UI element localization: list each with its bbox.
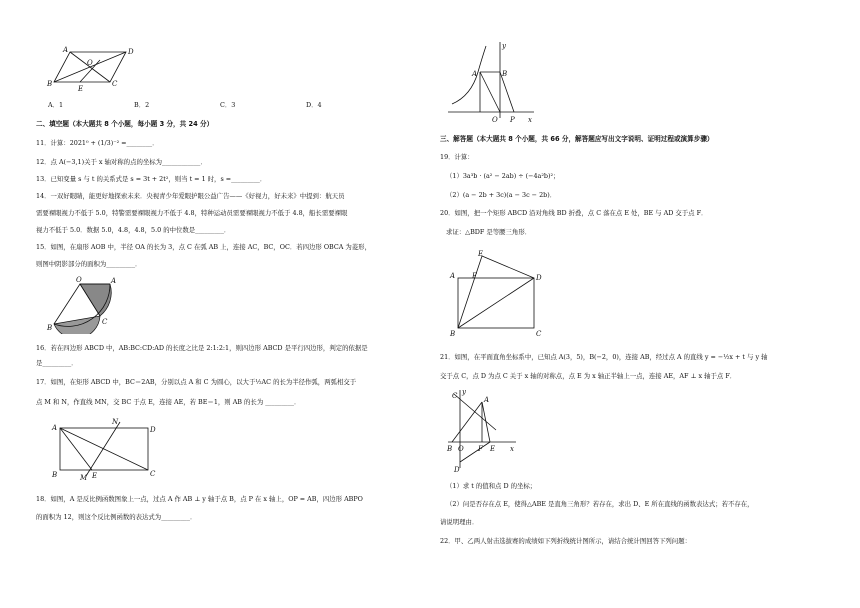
figure-rectangle (46, 416, 166, 482)
question-21-line-1: 21．如图，在平面直角坐标系中，已知点 A(3，5)，B(−2，0)，连接 AB，经过点 A 的直线 y = −½x + t 与 y 轴 (440, 353, 768, 361)
question-14-line-2: 需要裸眼视力不低于 5.0，特警需要裸眼视力不低于 4.8，特种运动员需要裸眼视力不低于 4.8，船长需要裸眼 (36, 209, 348, 217)
question-20: 20．如图，把一个矩形 ABCD 沿对角线 BD 折叠，点 C 落在点 E 处，BE 与 AD 交于点 F． (440, 209, 708, 217)
question-13: 13．已知变量 s 与 t 的关系式是 s = 3t + 2t²，则当 t = 1 时，s =_________． (36, 175, 267, 183)
label-E: E (92, 472, 98, 480)
question-16: 16．若在四边形 ABCD 中，AB:BC:CD:AD 的长度之比是 2:1:2:1，则四边形 ABCD 是平行四边形，判定的依据是 (36, 344, 368, 352)
label-B: B (450, 330, 456, 338)
q10-options (48, 101, 392, 110)
question-12: 12．点 A(−3,1)关于 x 轴对称的点的坐标为____________． (36, 158, 207, 166)
label-E: E (78, 85, 84, 92)
label-E: E (490, 445, 496, 453)
label-x: x (528, 116, 532, 124)
label-P: P (510, 116, 515, 124)
label-A: A (111, 277, 117, 285)
question-19: 19．计算： (440, 153, 474, 161)
question-18-line-1: 18．如图，A 是反比例函数图象上一点，过点 A 作 AB ⊥ y 轴于点 B，点 P 在 x 轴上，OP = AB，四边形 ABPO (36, 495, 363, 503)
question-14-line-1: 14．一双好眼睛，能更好地探索未来．央视青少年爱眼护眼公益广告——《好视力，好未来》中提到：航天员 (36, 192, 345, 200)
question-17-line-2: 点 M 和 N，作直线 MN，交 BC 于点 E，连接 AE，若 BE＝1，则 AB 的长为 _________． (36, 398, 301, 406)
label-B: B (502, 70, 508, 78)
label-M: M (80, 474, 88, 482)
label-C: C (112, 80, 118, 88)
label-A: A (484, 396, 490, 404)
question-21-part-2-tail: 请说明理由． (440, 518, 479, 526)
label-F: F (478, 445, 483, 453)
label-O: O (76, 276, 82, 284)
option-d[interactable]: D．4 (306, 101, 322, 109)
label-A: A (63, 46, 69, 54)
label-C: C (452, 392, 458, 400)
label-B: B (47, 80, 53, 88)
figure-folded-rectangle (448, 250, 556, 338)
section-2-heading: 二、填空题（本大题共 8 个小题，每小题 3 分，共 24 分） (36, 120, 214, 128)
label-C: C (102, 318, 108, 326)
question-17-line-1: 17．如图，在矩形 ABCD 中，BC＝2AB，分别以点 A 和 C 为圆心，以大于½AC 的长为半径作弧，两弧相交于 (36, 378, 357, 386)
label-D: D (128, 48, 134, 56)
label-F: F (472, 272, 477, 280)
label-B: B (447, 445, 453, 453)
figure-parallelogram (44, 44, 144, 92)
figure-sector (44, 274, 124, 334)
question-21-line-2: 交于点 C，点 D 为点 C 关于 x 轴的对称点，点 E 为 x 轴正半轴上一点，连接 AE，AF ⊥ x 轴于点 F． (440, 372, 737, 380)
label-N: N (112, 418, 119, 426)
question-22: 22．甲、乙两人射击选拔赛的成绩如下列折线统计图所示，请结合统计图回答下列问题： (440, 537, 691, 545)
question-18-line-2: 的面积为 12，则这个反比例函数的表达式为_________． (36, 513, 197, 521)
question-20-proof: 求证：△BDF 是等腰三角形． (446, 228, 532, 236)
label-A: A (52, 424, 58, 432)
label-O: O (87, 59, 93, 67)
label-C: C (150, 470, 156, 478)
question-21-part-2: （2）问是否存在点 E，使得△ABE 是直角三角形？若存在，求出 D、E 所在直线的函数表达式；若不存在， (446, 500, 754, 508)
label-D: D (536, 274, 542, 282)
label-y: y (502, 42, 506, 50)
question-16-tail: 是_________． (36, 359, 78, 367)
label-B: B (47, 324, 53, 332)
option-b[interactable]: B．2 (134, 101, 150, 109)
label-A: A (450, 272, 456, 280)
question-11: 11．计算：2021⁰ + (1/3)⁻² =________． (36, 139, 159, 147)
option-a[interactable]: A．1 (48, 101, 64, 109)
section-3-heading: 三、解答题（本大题共 8 个小题，共 66 分，解答题应写出文字说明、证明过程或演算步骤） (440, 135, 714, 143)
label-x: x (510, 445, 514, 453)
question-15-line-1: 15．如图，在扇形 AOB 中，半径 OA 的长为 3，点 C 在弧 AB 上，连接 AC，BC，OC．若四边形 OBCA 为菱形， (36, 243, 371, 251)
label-C: C (536, 330, 542, 338)
label-B: B (52, 471, 58, 479)
label-D: D (454, 466, 460, 474)
figure-hyperbola (444, 38, 540, 126)
label-O: O (492, 116, 498, 124)
label-E: E (478, 250, 484, 258)
figure-coordinate-plane (446, 386, 526, 474)
label-A: A (472, 70, 478, 78)
label-y: y (462, 388, 466, 396)
option-c[interactable]: C．3 (220, 101, 236, 109)
question-19-part-2: （2）(a − 2b + 3c)(a − 3c − 2b)． (446, 191, 557, 199)
question-15-line-2: 则图中阴影部分的面积为_________． (36, 260, 142, 268)
question-21-part-1: （1）求 t 的值和点 D 的坐标； (446, 482, 537, 490)
question-19-part-1: （1）3a³b · (a² − 2ab) ÷ (−4a²b)²； (446, 172, 560, 180)
label-O: O (458, 445, 464, 453)
label-D: D (150, 426, 156, 434)
question-14-line-3: 视力不低于 5.0．数据 5.0，4.8，4.8，5.0 的中位数是_________． (36, 226, 231, 234)
